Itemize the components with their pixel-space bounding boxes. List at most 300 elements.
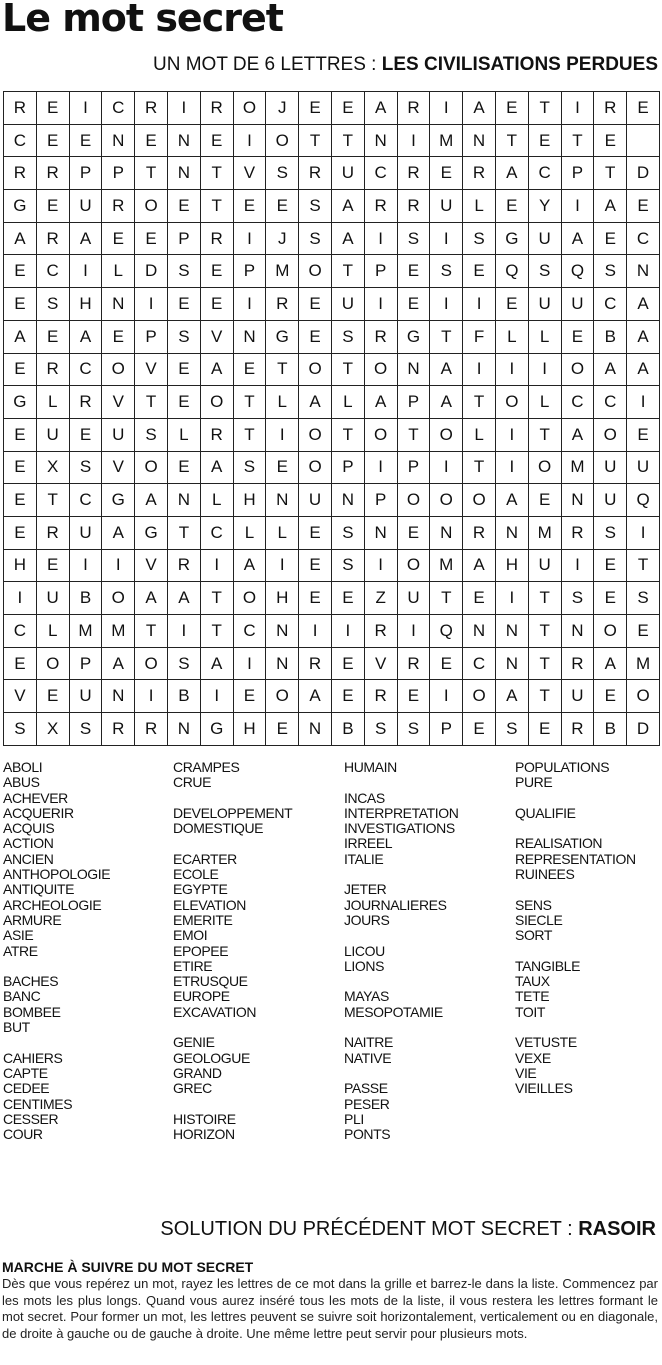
grid-cell[interactable]: I (430, 680, 463, 713)
grid-cell[interactable]: R (364, 680, 397, 713)
grid-cell[interactable]: M (266, 255, 299, 288)
grid-cell[interactable]: A (594, 190, 627, 223)
grid-cell[interactable]: T (167, 516, 200, 549)
grid-cell[interactable]: I (233, 647, 266, 680)
grid-cell[interactable]: L (167, 418, 200, 451)
grid-cell[interactable]: I (430, 222, 463, 255)
grid-cell[interactable]: E (36, 549, 69, 582)
grid-cell[interactable]: S (167, 647, 200, 680)
grid-cell[interactable]: T (430, 582, 463, 615)
grid-cell[interactable]: N (167, 157, 200, 190)
grid-cell[interactable]: P (69, 647, 102, 680)
grid-cell[interactable]: E (4, 255, 37, 288)
grid-cell[interactable]: E (397, 288, 430, 321)
grid-cell[interactable]: O (102, 582, 135, 615)
grid-cell[interactable]: R (299, 647, 332, 680)
grid-cell[interactable]: O (233, 582, 266, 615)
grid-cell[interactable]: E (200, 255, 233, 288)
grid-cell[interactable]: E (266, 451, 299, 484)
grid-cell[interactable]: Q (627, 484, 660, 517)
grid-cell[interactable]: O (233, 92, 266, 125)
grid-cell[interactable]: E (4, 353, 37, 386)
grid-cell[interactable]: R (135, 92, 168, 125)
grid-cell[interactable]: J (266, 222, 299, 255)
grid-cell[interactable]: A (102, 516, 135, 549)
grid-cell[interactable]: A (331, 222, 364, 255)
grid-cell[interactable]: R (36, 353, 69, 386)
grid-cell[interactable]: I (4, 582, 37, 615)
grid-cell[interactable]: H (266, 582, 299, 615)
grid-cell[interactable]: E (233, 190, 266, 223)
grid-cell[interactable]: A (463, 549, 496, 582)
grid-cell[interactable]: A (102, 647, 135, 680)
grid-cell[interactable]: V (200, 320, 233, 353)
grid-cell[interactable]: I (463, 288, 496, 321)
grid-cell[interactable]: I (69, 255, 102, 288)
grid-cell[interactable]: O (594, 615, 627, 648)
grid-cell[interactable]: T (331, 418, 364, 451)
grid-cell[interactable]: I (135, 680, 168, 713)
grid-cell[interactable]: E (4, 418, 37, 451)
grid-cell[interactable]: E (561, 320, 594, 353)
grid-cell[interactable]: L (102, 255, 135, 288)
grid-cell[interactable]: T (627, 549, 660, 582)
grid-cell[interactable]: O (299, 255, 332, 288)
grid-cell[interactable]: O (266, 680, 299, 713)
grid-cell[interactable]: S (167, 320, 200, 353)
grid-cell[interactable]: A (561, 222, 594, 255)
grid-cell[interactable]: N (102, 124, 135, 157)
grid-cell[interactable]: C (4, 124, 37, 157)
grid-cell[interactable]: S (4, 713, 37, 746)
grid-cell[interactable]: U (331, 157, 364, 190)
grid-cell[interactable]: A (463, 92, 496, 125)
grid-cell[interactable]: T (266, 353, 299, 386)
grid-cell[interactable]: M (102, 615, 135, 648)
grid-cell[interactable]: X (36, 713, 69, 746)
grid-cell[interactable]: L (233, 516, 266, 549)
grid-cell[interactable]: L (528, 386, 561, 419)
grid-cell[interactable]: O (299, 451, 332, 484)
grid-cell[interactable]: T (36, 484, 69, 517)
grid-cell[interactable]: R (364, 320, 397, 353)
grid-cell[interactable]: T (528, 92, 561, 125)
grid-cell[interactable]: R (463, 157, 496, 190)
grid-cell[interactable]: P (102, 157, 135, 190)
grid-cell[interactable]: S (561, 582, 594, 615)
grid-cell[interactable]: S (135, 418, 168, 451)
grid-cell[interactable]: C (594, 386, 627, 419)
grid-cell[interactable]: E (430, 647, 463, 680)
grid-cell[interactable]: I (495, 451, 528, 484)
grid-cell[interactable]: S (594, 516, 627, 549)
grid-cell[interactable]: T (528, 582, 561, 615)
grid-cell[interactable]: A (430, 353, 463, 386)
grid-cell[interactable]: N (364, 124, 397, 157)
grid-cell[interactable]: U (561, 680, 594, 713)
grid-cell[interactable]: I (233, 124, 266, 157)
grid-cell[interactable]: E (627, 190, 660, 223)
grid-cell[interactable]: E (299, 549, 332, 582)
grid-cell[interactable]: D (627, 713, 660, 746)
grid-cell[interactable]: I (299, 615, 332, 648)
grid-cell[interactable]: L (266, 386, 299, 419)
grid-cell[interactable]: I (200, 549, 233, 582)
grid-cell[interactable]: A (4, 222, 37, 255)
grid-cell[interactable]: T (331, 124, 364, 157)
grid-cell[interactable]: R (4, 92, 37, 125)
grid-cell[interactable]: A (364, 386, 397, 419)
grid-cell[interactable]: I (397, 124, 430, 157)
grid-cell[interactable]: E (397, 516, 430, 549)
grid-cell[interactable]: Q (495, 255, 528, 288)
grid-cell[interactable]: E (463, 255, 496, 288)
grid-cell[interactable]: L (200, 484, 233, 517)
grid-cell[interactable]: N (463, 124, 496, 157)
grid-cell[interactable]: O (561, 353, 594, 386)
grid-cell[interactable]: P (364, 484, 397, 517)
grid-cell[interactable]: O (463, 680, 496, 713)
grid-cell[interactable]: O (594, 418, 627, 451)
grid-cell[interactable]: E (397, 680, 430, 713)
grid-cell[interactable]: T (528, 615, 561, 648)
grid-cell[interactable]: I (528, 353, 561, 386)
grid-cell[interactable]: I (331, 615, 364, 648)
grid-cell[interactable]: C (528, 157, 561, 190)
grid-cell[interactable]: E (135, 124, 168, 157)
grid-cell[interactable]: I (430, 451, 463, 484)
grid-cell[interactable]: I (102, 549, 135, 582)
grid-cell[interactable]: R (36, 157, 69, 190)
grid-cell[interactable]: E (135, 222, 168, 255)
grid-cell[interactable]: R (397, 157, 430, 190)
grid-cell[interactable]: R (561, 647, 594, 680)
grid-cell[interactable]: I (627, 516, 660, 549)
grid-cell[interactable]: O (135, 451, 168, 484)
grid-cell[interactable]: B (594, 713, 627, 746)
grid-cell[interactable]: Y (528, 190, 561, 223)
grid-cell[interactable]: E (331, 680, 364, 713)
grid-cell[interactable]: U (528, 288, 561, 321)
grid-cell[interactable]: N (495, 647, 528, 680)
grid-cell[interactable]: N (167, 713, 200, 746)
grid-cell[interactable]: U (36, 582, 69, 615)
grid-cell[interactable]: E (4, 647, 37, 680)
grid-cell[interactable]: P (167, 222, 200, 255)
grid-cell[interactable]: I (135, 288, 168, 321)
grid-cell[interactable]: X (36, 451, 69, 484)
grid-cell[interactable]: T (594, 157, 627, 190)
grid-cell[interactable]: R (397, 647, 430, 680)
grid-cell[interactable]: M (430, 549, 463, 582)
grid-cell[interactable]: I (495, 353, 528, 386)
grid-cell[interactable]: V (102, 386, 135, 419)
grid-cell[interactable]: O (528, 451, 561, 484)
grid-cell[interactable]: L (528, 320, 561, 353)
grid-cell[interactable]: R (135, 713, 168, 746)
grid-cell[interactable]: E (331, 582, 364, 615)
grid-cell[interactable]: E (299, 516, 332, 549)
grid-cell[interactable]: A (200, 647, 233, 680)
grid-cell[interactable]: N (397, 353, 430, 386)
grid-cell[interactable]: I (167, 615, 200, 648)
grid-cell[interactable]: U (36, 418, 69, 451)
grid-cell[interactable]: O (135, 647, 168, 680)
grid-cell[interactable]: N (102, 680, 135, 713)
grid-cell[interactable]: G (397, 320, 430, 353)
grid-cell[interactable]: G (495, 222, 528, 255)
grid-cell[interactable]: I (266, 418, 299, 451)
grid-cell[interactable]: E (4, 484, 37, 517)
grid-cell[interactable]: V (233, 157, 266, 190)
grid-cell[interactable]: U (528, 549, 561, 582)
grid-cell[interactable]: C (69, 484, 102, 517)
grid-cell[interactable]: I (561, 92, 594, 125)
grid-cell[interactable]: I (397, 615, 430, 648)
grid-cell[interactable]: S (495, 713, 528, 746)
grid-cell[interactable]: S (233, 451, 266, 484)
grid-cell[interactable]: I (364, 451, 397, 484)
grid-cell[interactable]: L (331, 386, 364, 419)
grid-cell[interactable]: O (135, 190, 168, 223)
grid-cell[interactable]: A (135, 582, 168, 615)
grid-cell[interactable]: S (528, 255, 561, 288)
grid-cell[interactable]: N (331, 484, 364, 517)
grid-cell[interactable]: G (135, 516, 168, 549)
grid-cell[interactable]: A (4, 320, 37, 353)
grid-cell[interactable]: N (430, 516, 463, 549)
grid-cell[interactable]: O (397, 549, 430, 582)
grid-cell[interactable]: B (69, 582, 102, 615)
grid-cell[interactable]: A (627, 320, 660, 353)
grid-cell[interactable]: H (69, 288, 102, 321)
grid-cell[interactable]: B (594, 320, 627, 353)
grid-cell[interactable]: O (266, 124, 299, 157)
grid-cell[interactable]: C (627, 222, 660, 255)
grid-cell[interactable]: T (233, 418, 266, 451)
grid-cell[interactable]: C (561, 386, 594, 419)
grid-cell[interactable]: I (233, 288, 266, 321)
grid-cell[interactable]: T (528, 680, 561, 713)
grid-cell[interactable]: Q (561, 255, 594, 288)
grid-cell[interactable]: I (69, 549, 102, 582)
grid-cell[interactable]: E (233, 680, 266, 713)
grid-cell[interactable]: E (36, 680, 69, 713)
grid-cell[interactable]: E (627, 418, 660, 451)
grid-cell[interactable]: L (266, 516, 299, 549)
grid-cell[interactable]: S (594, 255, 627, 288)
grid-cell[interactable]: R (200, 92, 233, 125)
grid-cell[interactable]: A (299, 680, 332, 713)
grid-cell[interactable]: P (135, 320, 168, 353)
grid-cell[interactable]: G (102, 484, 135, 517)
grid-cell[interactable]: I (233, 222, 266, 255)
grid-cell[interactable]: H (4, 549, 37, 582)
grid-cell[interactable]: G (4, 190, 37, 223)
grid-cell[interactable]: S (397, 713, 430, 746)
grid-cell[interactable]: J (266, 92, 299, 125)
grid-cell[interactable]: E (36, 190, 69, 223)
grid-cell[interactable]: C (463, 647, 496, 680)
grid-cell[interactable]: E (528, 713, 561, 746)
grid-cell[interactable]: E (200, 288, 233, 321)
grid-cell[interactable]: E (627, 615, 660, 648)
grid-cell[interactable]: N (561, 615, 594, 648)
grid-cell[interactable]: E (36, 124, 69, 157)
grid-cell[interactable]: D (135, 255, 168, 288)
grid-cell[interactable]: P (69, 157, 102, 190)
grid-cell[interactable]: A (69, 320, 102, 353)
grid-cell[interactable]: U (299, 484, 332, 517)
grid-cell[interactable]: L (463, 190, 496, 223)
grid-cell[interactable]: T (528, 647, 561, 680)
grid-cell[interactable]: U (430, 190, 463, 223)
grid-cell[interactable]: T (331, 255, 364, 288)
grid-cell[interactable]: N (266, 615, 299, 648)
grid-cell[interactable]: P (397, 451, 430, 484)
grid-cell[interactable]: R (167, 549, 200, 582)
grid-cell[interactable]: E (495, 92, 528, 125)
grid-cell[interactable]: E (266, 190, 299, 223)
grid-cell[interactable]: R (594, 92, 627, 125)
grid-cell[interactable]: B (331, 713, 364, 746)
grid-cell[interactable]: E (495, 190, 528, 223)
grid-cell[interactable] (627, 124, 660, 157)
grid-cell[interactable]: I (561, 190, 594, 223)
grid-cell[interactable]: E (331, 92, 364, 125)
grid-cell[interactable]: T (135, 615, 168, 648)
grid-cell[interactable]: E (167, 386, 200, 419)
grid-cell[interactable]: E (266, 713, 299, 746)
grid-cell[interactable]: C (594, 288, 627, 321)
grid-cell[interactable]: I (430, 288, 463, 321)
grid-cell[interactable]: A (299, 386, 332, 419)
grid-cell[interactable]: R (36, 222, 69, 255)
grid-cell[interactable]: L (36, 386, 69, 419)
grid-cell[interactable]: E (430, 157, 463, 190)
grid-cell[interactable]: E (299, 582, 332, 615)
grid-cell[interactable]: R (36, 516, 69, 549)
grid-cell[interactable]: I (364, 549, 397, 582)
grid-cell[interactable]: E (463, 713, 496, 746)
grid-cell[interactable]: I (69, 92, 102, 125)
grid-cell[interactable]: R (102, 713, 135, 746)
grid-cell[interactable]: T (495, 124, 528, 157)
grid-cell[interactable]: U (102, 418, 135, 451)
grid-cell[interactable]: N (266, 647, 299, 680)
grid-cell[interactable]: A (495, 157, 528, 190)
grid-cell[interactable]: E (69, 124, 102, 157)
grid-cell[interactable]: P (397, 386, 430, 419)
grid-cell[interactable]: N (463, 615, 496, 648)
grid-cell[interactable]: S (331, 320, 364, 353)
grid-cell[interactable]: S (299, 222, 332, 255)
grid-cell[interactable]: N (627, 255, 660, 288)
grid-cell[interactable]: U (397, 582, 430, 615)
grid-cell[interactable]: E (200, 124, 233, 157)
grid-cell[interactable]: A (200, 353, 233, 386)
grid-cell[interactable]: E (594, 549, 627, 582)
grid-cell[interactable]: A (627, 288, 660, 321)
grid-cell[interactable]: A (627, 353, 660, 386)
grid-cell[interactable]: F (463, 320, 496, 353)
grid-cell[interactable]: G (200, 713, 233, 746)
grid-cell[interactable]: M (69, 615, 102, 648)
grid-cell[interactable]: R (200, 222, 233, 255)
grid-cell[interactable]: U (69, 680, 102, 713)
grid-cell[interactable]: N (299, 713, 332, 746)
grid-cell[interactable]: U (69, 516, 102, 549)
grid-cell[interactable]: T (463, 386, 496, 419)
grid-cell[interactable]: P (331, 451, 364, 484)
grid-cell[interactable]: U (69, 190, 102, 223)
grid-cell[interactable]: N (233, 320, 266, 353)
grid-cell[interactable]: E (4, 288, 37, 321)
grid-cell[interactable]: E (594, 124, 627, 157)
grid-cell[interactable]: S (397, 222, 430, 255)
grid-cell[interactable]: E (167, 451, 200, 484)
grid-cell[interactable]: H (233, 713, 266, 746)
grid-cell[interactable]: A (233, 549, 266, 582)
grid-cell[interactable]: T (200, 615, 233, 648)
grid-cell[interactable]: S (36, 288, 69, 321)
grid-cell[interactable]: S (167, 255, 200, 288)
grid-cell[interactable]: O (200, 386, 233, 419)
grid-cell[interactable]: R (364, 190, 397, 223)
grid-cell[interactable]: I (561, 549, 594, 582)
grid-cell[interactable]: I (495, 582, 528, 615)
grid-cell[interactable]: O (102, 353, 135, 386)
grid-cell[interactable]: I (463, 353, 496, 386)
grid-cell[interactable]: A (594, 353, 627, 386)
grid-cell[interactable]: S (331, 516, 364, 549)
grid-cell[interactable]: E (4, 516, 37, 549)
grid-cell[interactable]: A (561, 418, 594, 451)
grid-cell[interactable]: H (233, 484, 266, 517)
grid-cell[interactable]: T (463, 451, 496, 484)
grid-cell[interactable]: E (495, 288, 528, 321)
grid-cell[interactable]: R (69, 386, 102, 419)
grid-cell[interactable]: A (69, 222, 102, 255)
grid-cell[interactable]: C (364, 157, 397, 190)
grid-cell[interactable]: S (331, 549, 364, 582)
grid-cell[interactable]: I (167, 92, 200, 125)
grid-cell[interactable]: R (561, 516, 594, 549)
grid-cell[interactable]: E (102, 222, 135, 255)
grid-cell[interactable]: S (69, 713, 102, 746)
grid-cell[interactable]: S (364, 713, 397, 746)
grid-cell[interactable]: S (627, 582, 660, 615)
grid-cell[interactable]: A (331, 190, 364, 223)
grid-cell[interactable]: L (36, 615, 69, 648)
grid-cell[interactable]: I (364, 288, 397, 321)
grid-cell[interactable]: R (397, 92, 430, 125)
grid-cell[interactable]: E (69, 418, 102, 451)
grid-cell[interactable]: O (463, 484, 496, 517)
grid-cell[interactable]: O (299, 353, 332, 386)
grid-cell[interactable]: H (495, 549, 528, 582)
grid-cell[interactable]: I (495, 418, 528, 451)
grid-cell[interactable]: E (594, 582, 627, 615)
grid-cell[interactable]: O (627, 680, 660, 713)
grid-cell[interactable]: U (594, 451, 627, 484)
grid-cell[interactable]: I (266, 549, 299, 582)
grid-cell[interactable]: E (528, 484, 561, 517)
grid-cell[interactable]: P (561, 157, 594, 190)
grid-cell[interactable]: A (364, 92, 397, 125)
grid-cell[interactable]: T (200, 582, 233, 615)
grid-cell[interactable]: M (528, 516, 561, 549)
